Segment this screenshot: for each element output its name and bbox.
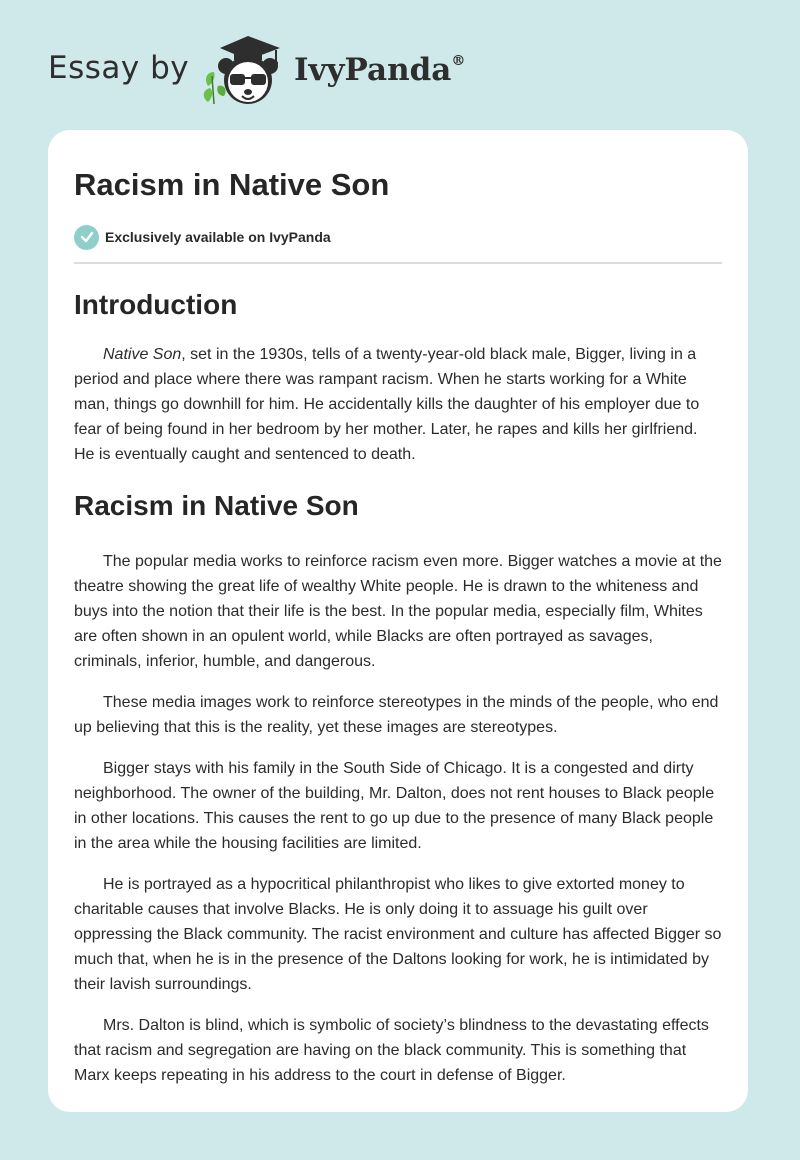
paragraph: Mrs. Dalton is blind, which is symbolic of society’s blindness to the devastating effects that racism and segregation are having on the black community. This is something that Marx keeps repeating in his address to the court in defense of Bigger. <box>74 1017 709 1084</box>
ivy-leaf-icon <box>204 72 226 104</box>
paragraph: Native Son, set in the 1930s, tells of a twenty-year-old black male, Bigger, living in a period and place where there was rampant racism. When he starts working for a White man, things go downhill for him. He accidentally kills the daughter of his employer due to fear of being found in her bedroom by her mother. Later, he rapes and kills her girlfriend. He is eventually caught and sentenced to death. <box>74 346 700 463</box>
essay-by-label: Essay by <box>48 50 190 86</box>
exclusive-badge-label: Exclusively available on IvyPanda <box>105 229 331 245</box>
exclusive-badge <box>74 224 722 250</box>
paragraph: These media images work to reinforce stereotypes in the minds of the people, who end up believing that this is the reality, yet these images are stereotypes. <box>74 694 719 736</box>
section-racism <box>74 489 722 1088</box>
registered-mark: ® <box>451 52 466 69</box>
book-title-italic: Native Son <box>103 346 182 363</box>
brand-logo-text[interactable] <box>294 52 465 88</box>
brand-name: IvyPanda <box>294 52 452 88</box>
panda-graduate-logo-icon[interactable] <box>200 32 290 108</box>
section-introduction <box>74 288 722 467</box>
paragraph: Bigger stays with his family in the South Side of Chicago. It is a congested and dirty neighborhood. The owner of the building, Mr. Dalton, does not rent houses to Black people in other locations. This causes the rent to go up due to the presence of many Black people in the area while the housing facilities are limited. <box>74 760 715 852</box>
section-heading: Introduction <box>74 289 238 320</box>
section-heading: Racism in Native Son <box>74 490 359 521</box>
essay-card <box>48 130 748 1112</box>
paragraph: The popular media works to reinforce racism even more. Bigger watches a movie at the theatre showing the great life of wealthy White people. He is drawn to the whiteness and buys into the notion that their life is the best. In the popular media, especially film, Whites are often shown in an opulent world, while Blacks are often portrayed as savages, criminals, inferior, humble, and dangerous. <box>74 553 722 670</box>
paragraph: He is portrayed as a hypocritical philanthropist who likes to give extorted money to charitable causes that involve Blacks. He is only doing it to assuage his guilt over oppressing the Black community. The racist environment and culture has affected Bigger so much that, when he is in the presence of the Daltons looking for work, he is intimidated by their lavish surroundings. <box>74 876 722 993</box>
essay-title: Racism in Native Son <box>74 167 390 202</box>
check-circle-icon <box>74 225 99 250</box>
site-header <box>0 0 800 130</box>
divider <box>74 262 722 264</box>
